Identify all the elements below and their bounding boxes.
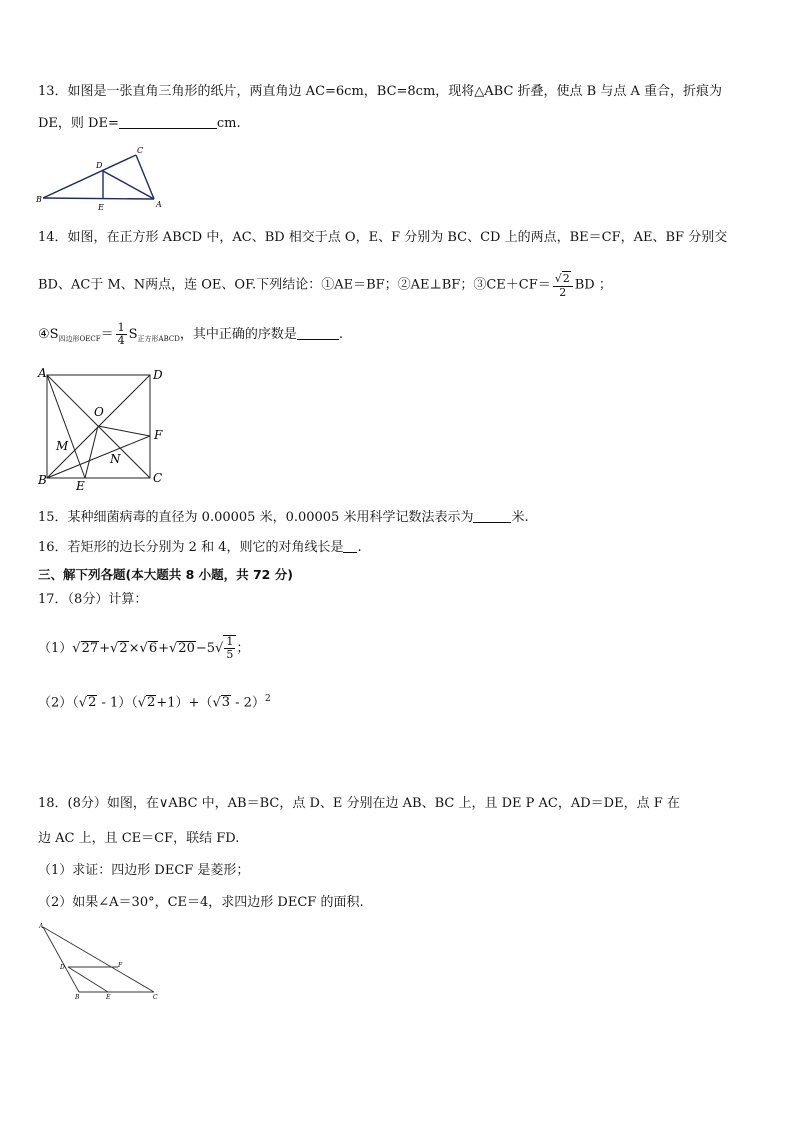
q18-label-d: D (60, 964, 65, 971)
q17-p1-op2: × (128, 641, 140, 656)
q14-label-e: E (76, 479, 85, 493)
q14-label-a: A (38, 366, 47, 380)
q15-post: 米. (511, 510, 529, 525)
q15-answer-blank[interactable] (473, 509, 511, 523)
q18-label-e: E (106, 994, 111, 1001)
q14-line2 (38, 271, 612, 299)
q13-line2-pre: DE，则 DE= (38, 116, 119, 131)
q13-line1: 13．如图是一张直角三角形的纸片，两直角边 AC=6cm，BC=8cm，现将△ABC 折叠，使点 B 与点 A 重合，折痕为 (38, 84, 723, 99)
q17-p2-c: - 2） (231, 695, 265, 711)
q13-figure (36, 146, 166, 212)
q14-label-f: F (154, 428, 163, 442)
section-3-heading: 三、解下列各题(本大题共 8 小题，共 72 分) (38, 567, 293, 582)
q18-line2: 边 AC 上，且 CE＝CF，联结 FD. (38, 831, 240, 846)
q17-part2: （2）（√2 - 1）（√2+1）+（√3 - 2）$^2$ (38, 694, 271, 711)
q14-label-d: D (153, 368, 163, 382)
q16-line (38, 539, 362, 557)
q13-answer-blank[interactable] (119, 115, 217, 129)
q17-title: 17．（8分）计算： (38, 592, 148, 607)
q14-answer-blank[interactable] (297, 326, 339, 340)
q17-p1-op4: −5 (195, 641, 216, 656)
q17-p1-op3: + (158, 641, 169, 656)
q13-label-a: A (156, 200, 162, 209)
q14-label-c: C (153, 471, 163, 485)
q18-label-f: F (118, 962, 123, 969)
q17-p2-b: +1）+（ (156, 695, 213, 711)
q17-p1-r4: 20 (178, 641, 195, 656)
q14-line1: 14．如图，在正方形 ABCD 中，AC、BD 相交于点 O，E、F 分别为 BC、CD 上的两点，BE＝CF，AE、BF 分别交 (38, 230, 728, 245)
q17-p2-r2: 2 (147, 695, 156, 711)
q16-text: 16．若矩形的边长分别为 2 和 4，则它的对角线长是 (38, 540, 344, 555)
q14-sub1: 四边形OECF (58, 335, 101, 343)
q13-label-e: E (98, 203, 104, 212)
q13-line2 (38, 115, 241, 133)
q18-part1: （1）求证：四边形 DECF 是菱形； (38, 863, 250, 878)
q17-p1-r2: 2 (119, 641, 128, 656)
q17-p1-r3: 6 (148, 641, 158, 656)
q17-p1-r1: 27 (81, 641, 99, 656)
q16-answer-blank[interactable] (343, 539, 357, 553)
q15-line (38, 509, 529, 527)
q14-figure (36, 364, 171, 492)
q14-s1: ④S (38, 327, 59, 342)
q13-line2-post: cm. (216, 116, 241, 131)
q14-line3 (38, 322, 343, 352)
q17-p2-a: - 1）（ (97, 695, 138, 711)
q17-part1: （1）√27+√2×√6+√20−5√ $\frac{1}{5}$ ； (38, 635, 250, 661)
q17-p2-r1: 2 (88, 695, 97, 711)
q18-figure (38, 922, 164, 1002)
q18-label-b: B (75, 994, 80, 1001)
q17-p1-op1: + (99, 641, 111, 656)
q17-p2-r3: 3 (221, 695, 231, 711)
q14-line2-pre: BD、AC于 M、N两点，连 OE、OF.下列结论：①AE＝BF；②AE⊥BF；③CE＋CF＝ (38, 277, 551, 293)
q14-eq: ＝ (100, 327, 114, 342)
q15-text: 15．某种细菌病毒的直径为 0.00005 米，0.00005 米用科学记数法表示为 (38, 510, 474, 525)
q14-one-quarter: $\frac{1}{4}$ (117, 321, 125, 347)
q14-line3-end: . (338, 327, 344, 342)
q18-label-c: C (153, 994, 158, 1001)
q18-part2: （2）如果∠A＝30°，CE＝4，求四边形 DECF 的面积. (38, 895, 364, 910)
q14-sqrt2-over-2: $\frac{√2}{2}$ (553, 271, 573, 299)
q16-post: . (357, 540, 362, 555)
q18-label-a: A (39, 923, 44, 930)
q14-s2: S (128, 327, 138, 342)
q14-label-o: O (94, 405, 104, 419)
q13-label-c: C (137, 146, 144, 155)
q14-line2-post: BD ； (574, 277, 612, 293)
q14-sub2: 正方形ABCD (137, 335, 180, 343)
q14-label-n: N (110, 452, 121, 466)
q17-p1-sqrt-frac: $\frac{1}{5}$ (223, 635, 236, 661)
q17-p2-exp: 2 (264, 694, 271, 704)
q13-label-d: D (96, 161, 103, 170)
q14-label-b: B (38, 473, 47, 487)
q18-line1: 18．(8分）如图，在∨ABC 中，AB＝BC，点 D、E 分别在边 AB、BC 上，且 DE P AC，AD＝DE，点 F 在 (38, 796, 680, 811)
q14-label-m: M (56, 439, 69, 453)
q17-p1-label: （1） (38, 641, 73, 656)
q14-line3-post: ，其中正确的序数是 (179, 327, 297, 342)
q17-p2-label: （2）（ (38, 695, 79, 711)
q13-label-b: B (36, 195, 42, 204)
q17-p1-end: ； (236, 641, 250, 656)
